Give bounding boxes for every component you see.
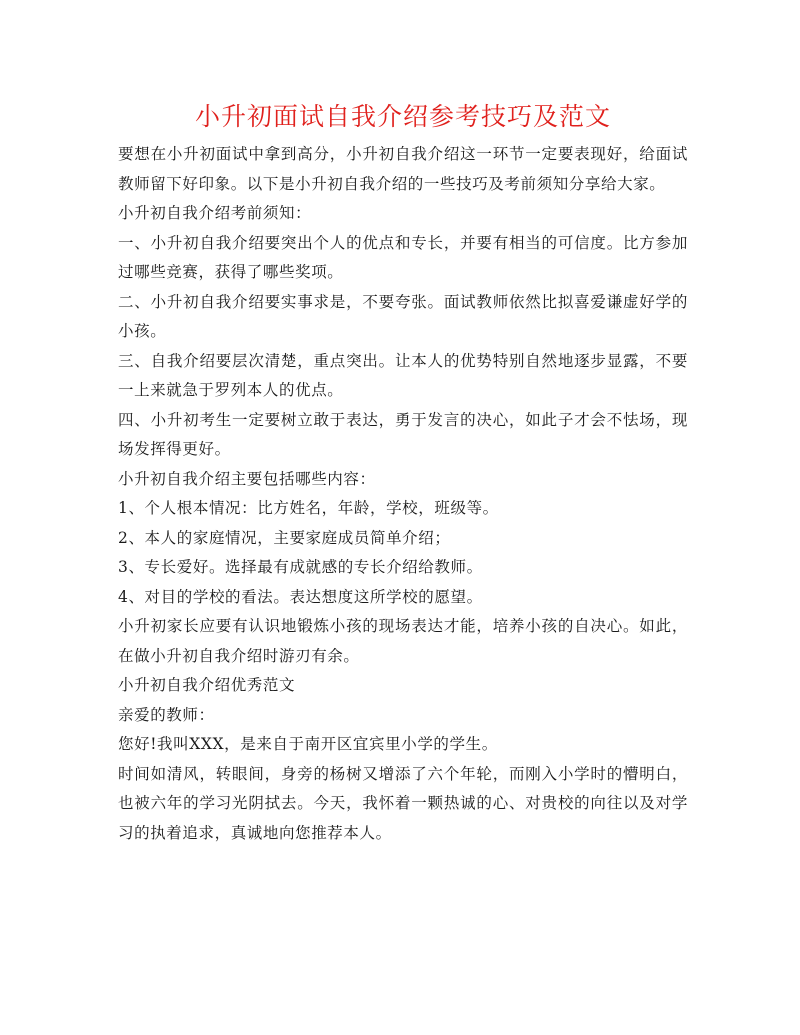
document-body [118, 140, 688, 848]
document-page [118, 100, 688, 848]
section-heading-contents: 小升初自我介绍主要包括哪些内容： [118, 469, 376, 488]
letter-greeting: 您好!我叫XXX，是来自于南开区宜宾里小学的学生。 [118, 735, 498, 753]
note-item-4: 四、小升初考生一定要树立敢于表达，勇于发言的决心，如此子才会不怯场，现场发挥得更好。 [118, 410, 688, 458]
document-title: 小升初面试自我介绍参考技巧及范文 [194, 102, 611, 131]
parent-advice-paragraph: 小升初家长应要有认识地锻炼小孩的现场表达才能，培养小孩的自决心。如此，在做小升初自我介绍时游刃有余。 [118, 617, 688, 665]
note-item-3: 三、自我介绍要层次清楚，重点突出。让本人的优势特别自然地逐步显露，不要一上来就急于罗列本人的优点。 [118, 351, 688, 399]
note-item-1: 一、小升初自我介绍要突出个人的优点和专长，并要有相当的可信度。比方参加过哪些竞赛，获得了哪些奖项。 [118, 233, 688, 281]
content-item-1: 1、个人根本情况：比方姓名，年龄，学校，班级等。 [118, 499, 499, 517]
intro-paragraph: 要想在小升初面试中拿到高分，小升初自我介绍这一环节一定要表现好，给面试教师留下好印象。以下是小升初自我介绍的一些技巧及考前须知分享给大家。 [118, 145, 688, 193]
section-heading-sample: 小升初自我介绍优秀范文 [118, 676, 296, 694]
content-item-3: 3、专长爱好。选择最有成就感的专长介绍给教师。 [118, 558, 483, 576]
note-item-2: 二、小升初自我介绍要实事求是，不要夸张。面试教师依然比拟喜爱谦虚好学的小孩。 [118, 292, 688, 340]
letter-body: 时间如清风，转眼间，身旁的杨树又增添了六个年轮，而刚入小学时的懵明白，也被六年的学习光阴拭去。今天，我怀着一颗热诚的心、对贵校的向往以及对学习的执着追求，真诚地向您推荐本人。 [118, 764, 688, 842]
content-item-2: 2、本人的家庭情况，主要家庭成员简单介绍； [118, 528, 451, 547]
content-item-4: 4、对目的学校的看法。表达想度这所学校的愿望。 [118, 587, 483, 606]
letter-salutation: 亲爱的教师： [118, 705, 215, 724]
section-heading-notes: 小升初自我介绍考前须知： [118, 204, 312, 222]
